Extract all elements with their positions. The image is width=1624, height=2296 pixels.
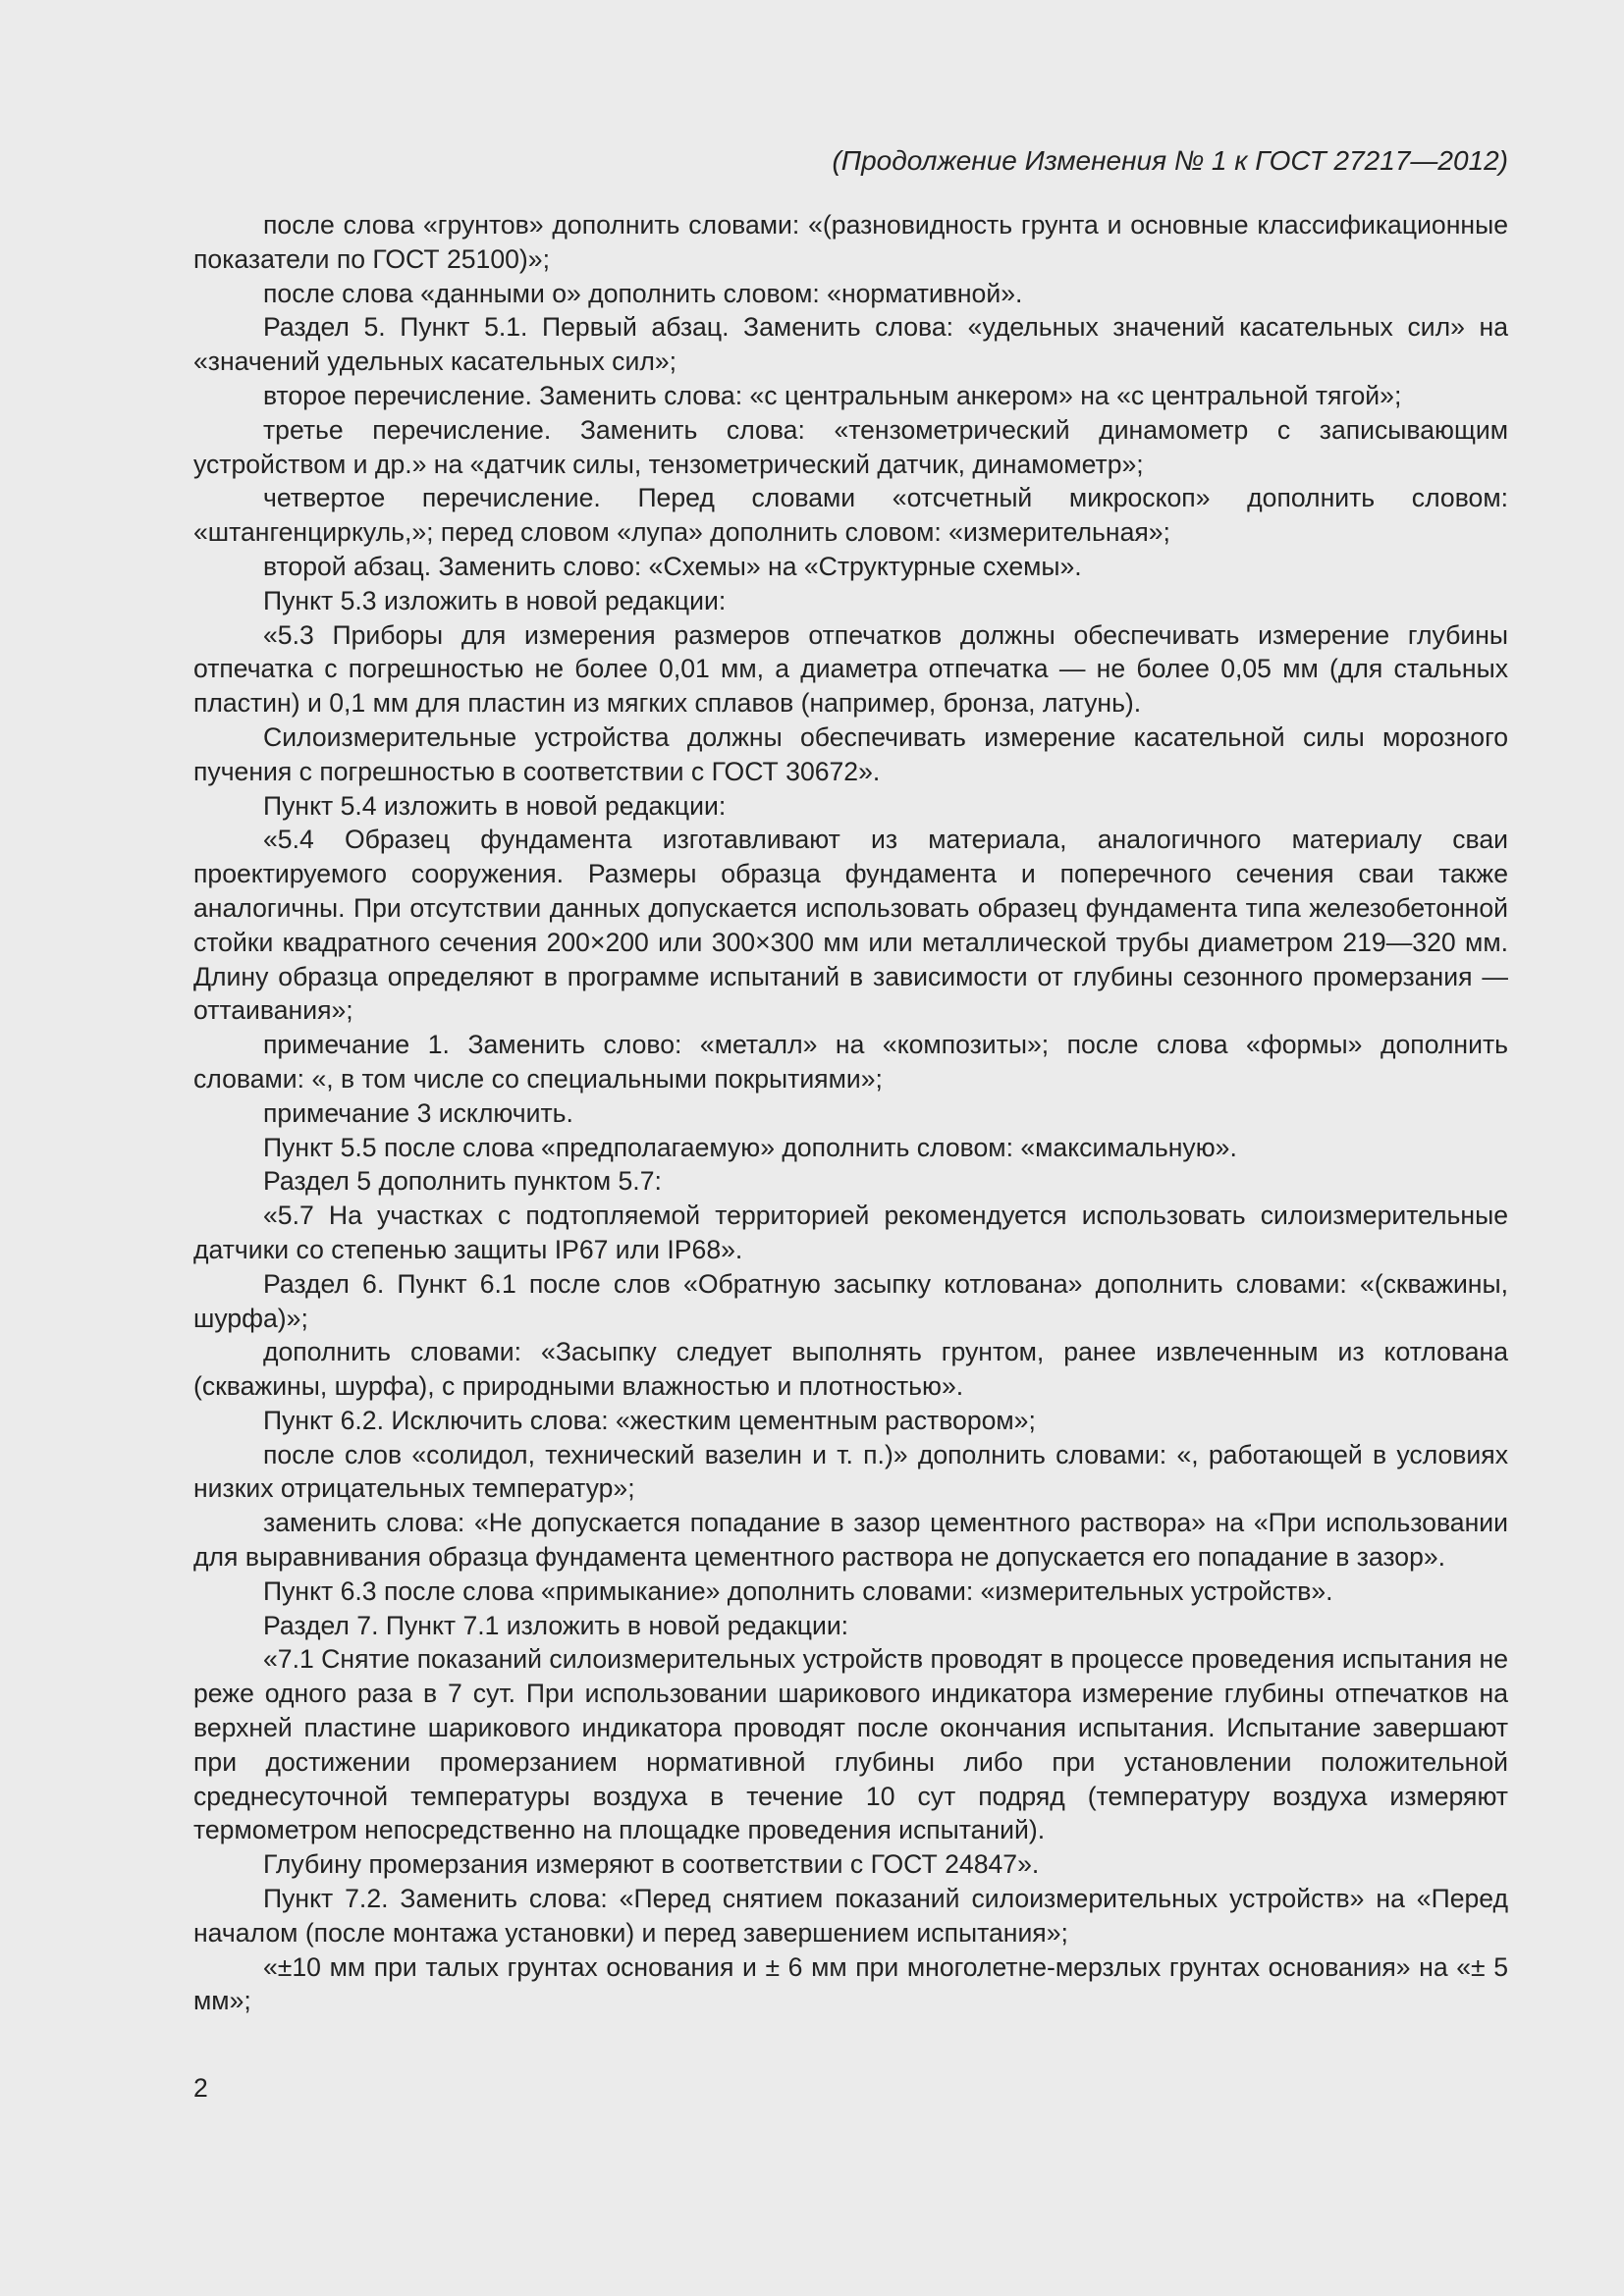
running-header: (Продолжение Изменения № 1 к ГОСТ 27217—2012) bbox=[832, 145, 1508, 176]
paragraph: после слова «данными о» дополнить словом: «нормативной». bbox=[263, 278, 1023, 308]
paragraph: третье перечисление. Заменить слова: «тензометрический динамометр с записывающим устройством и др.» на «датчик силы, тензометрический датчик, динамометр»; bbox=[193, 414, 1508, 479]
paragraph: примечание 1. Заменить слово: «металл» на «композиты»; после слова «формы» дополнить словами: «, в том числе со специальными покрытиями»; bbox=[193, 1030, 1508, 1094]
paragraph: Глубину промерзания измеряют в соответствии с ГОСТ 24847». bbox=[263, 1849, 1040, 1880]
paragraph: после слов «солидол, технический вазелин и т. п.)» дополнить словами: «, работающей в условиях низких отрицательных температур»; bbox=[193, 1439, 1508, 1504]
paragraph: Раздел 5. Пункт 5.1. Первый абзац. Заменить слова: «удельных значений касательных сил» на «значений удельных касательных сил»; bbox=[193, 312, 1508, 377]
paragraph: второе перечисление. Заменить слова: «с центральным анкером» на «с центральной тягой»; bbox=[263, 380, 1402, 410]
paragraph: Пункт 6.3 после слова «примыкание» дополнить словами: «измерительных устройств». bbox=[263, 1575, 1333, 1606]
paragraph: Раздел 5 дополнить пунктом 5.7: bbox=[263, 1166, 662, 1197]
document-body bbox=[193, 208, 1508, 2018]
paragraph: «±10 мм при талых грунтах основания и ± 6 мм при многолетне-мерзлых грунтах основания» на «± 5 мм»; bbox=[193, 1951, 1508, 2016]
paragraph: Пункт 5.4 изложить в новой редакции: bbox=[263, 790, 727, 821]
paragraph: Пункт 7.2. Заменить слова: «Перед снятием показаний силоизмерительных устройств» на «Перед началом (после монтажа установки) и перед завершением испытания»; bbox=[193, 1884, 1508, 1948]
paragraph: дополнить словами: «Засыпку следует выполнять грунтом, ранее извлеченным из котлована (скважины, шурфа), с природными влажностью и плотностью». bbox=[193, 1337, 1508, 1402]
paragraph: Силоизмерительные устройства должны обеспечивать измерение касательной силы морозного пучения с погрешностью в соответствии с ГОСТ 30672». bbox=[193, 721, 1508, 786]
paragraph: «5.3 Приборы для измерения размеров отпечатков должны обеспечивать измерение глубины отпечатка с погрешностью не более 0,01 мм, а диаметра отпечатка — не более 0,05 мм (для стальных пластин) и 0,1 мм для пластин из мягких сплавов (например, бронза, латунь). bbox=[193, 619, 1508, 719]
paragraph: Пункт 5.3 изложить в новой редакции: bbox=[263, 585, 727, 615]
paragraph: четвертое перечисление. Перед словами «отсчетный микроскоп» дополнить словом: «штангенциркуль,»; перед словом «лупа» дополнить словом: «измерительная»; bbox=[193, 483, 1508, 548]
paragraph: Раздел 6. Пункт 6.1 после слов «Обратную засыпку котлована» дополнить словами: «(скважины, шурфа)»; bbox=[193, 1268, 1508, 1333]
paragraph: Пункт 5.5 после слова «предполагаемую» дополнить словом: «максимальную». bbox=[263, 1132, 1237, 1162]
paragraph: примечание 3 исключить. bbox=[263, 1097, 573, 1128]
page-number: 2 bbox=[193, 2073, 208, 2103]
paragraph: «5.4 Образец фундамента изготавливают из материала, аналогичного материалу сваи проектируемого сооружения. Размеры образца фундамента и поперечного сечения сваи также аналогичны. При отсутствии данных допускается использовать образец фундамента типа железобетонной стойки квадратного сечения 200×200 или 300×300 мм или металлической трубы диаметром 219—320 мм. Длину образца определяют в программе испытаний в зависимости от глубины сезонного промерзания — оттаивания»; bbox=[193, 825, 1508, 1026]
paragraph: «7.1 Снятие показаний силоизмерительных устройств проводят в процессе проведения испытания не реже одного раза в 7 сут. При использовании шарикового индикатора измерение глубины отпечатков на верхней пластине шарикового индикатора проводят после окончания испытания. Испытание завершают при достижении промерзанием нормативной глубины либо при установлении положительной среднесуточной температуры воздуха в течение 10 сут подряд (температуру воздуха измеряют термометром непосредственно на площадке проведения испытаний). bbox=[193, 1644, 1508, 1845]
paragraph: заменить слова: «Не допускается попадание в зазор цементного раствора» на «При использовании для выравнивания образца фундамента цементного раствора не допускается его попадание в зазор». bbox=[193, 1508, 1508, 1573]
paragraph: «5.7 На участках с подтопляемой территорией рекомендуется использовать силоизмерительные датчики со степенью защиты IP67 или IP68». bbox=[193, 1201, 1508, 1264]
paragraph: второй абзац. Заменить слово: «Схемы» на «Структурные схемы». bbox=[263, 551, 1082, 581]
paragraph: после слова «грунтов» дополнить словами: «(разновидность грунта и основные классификационные показатели по ГОСТ 25100)»; bbox=[193, 210, 1508, 274]
paragraph: Раздел 7. Пункт 7.1 изложить в новой редакции: bbox=[263, 1610, 849, 1640]
paragraph: Пункт 6.2. Исключить слова: «жестким цементным раствором»; bbox=[263, 1405, 1036, 1435]
